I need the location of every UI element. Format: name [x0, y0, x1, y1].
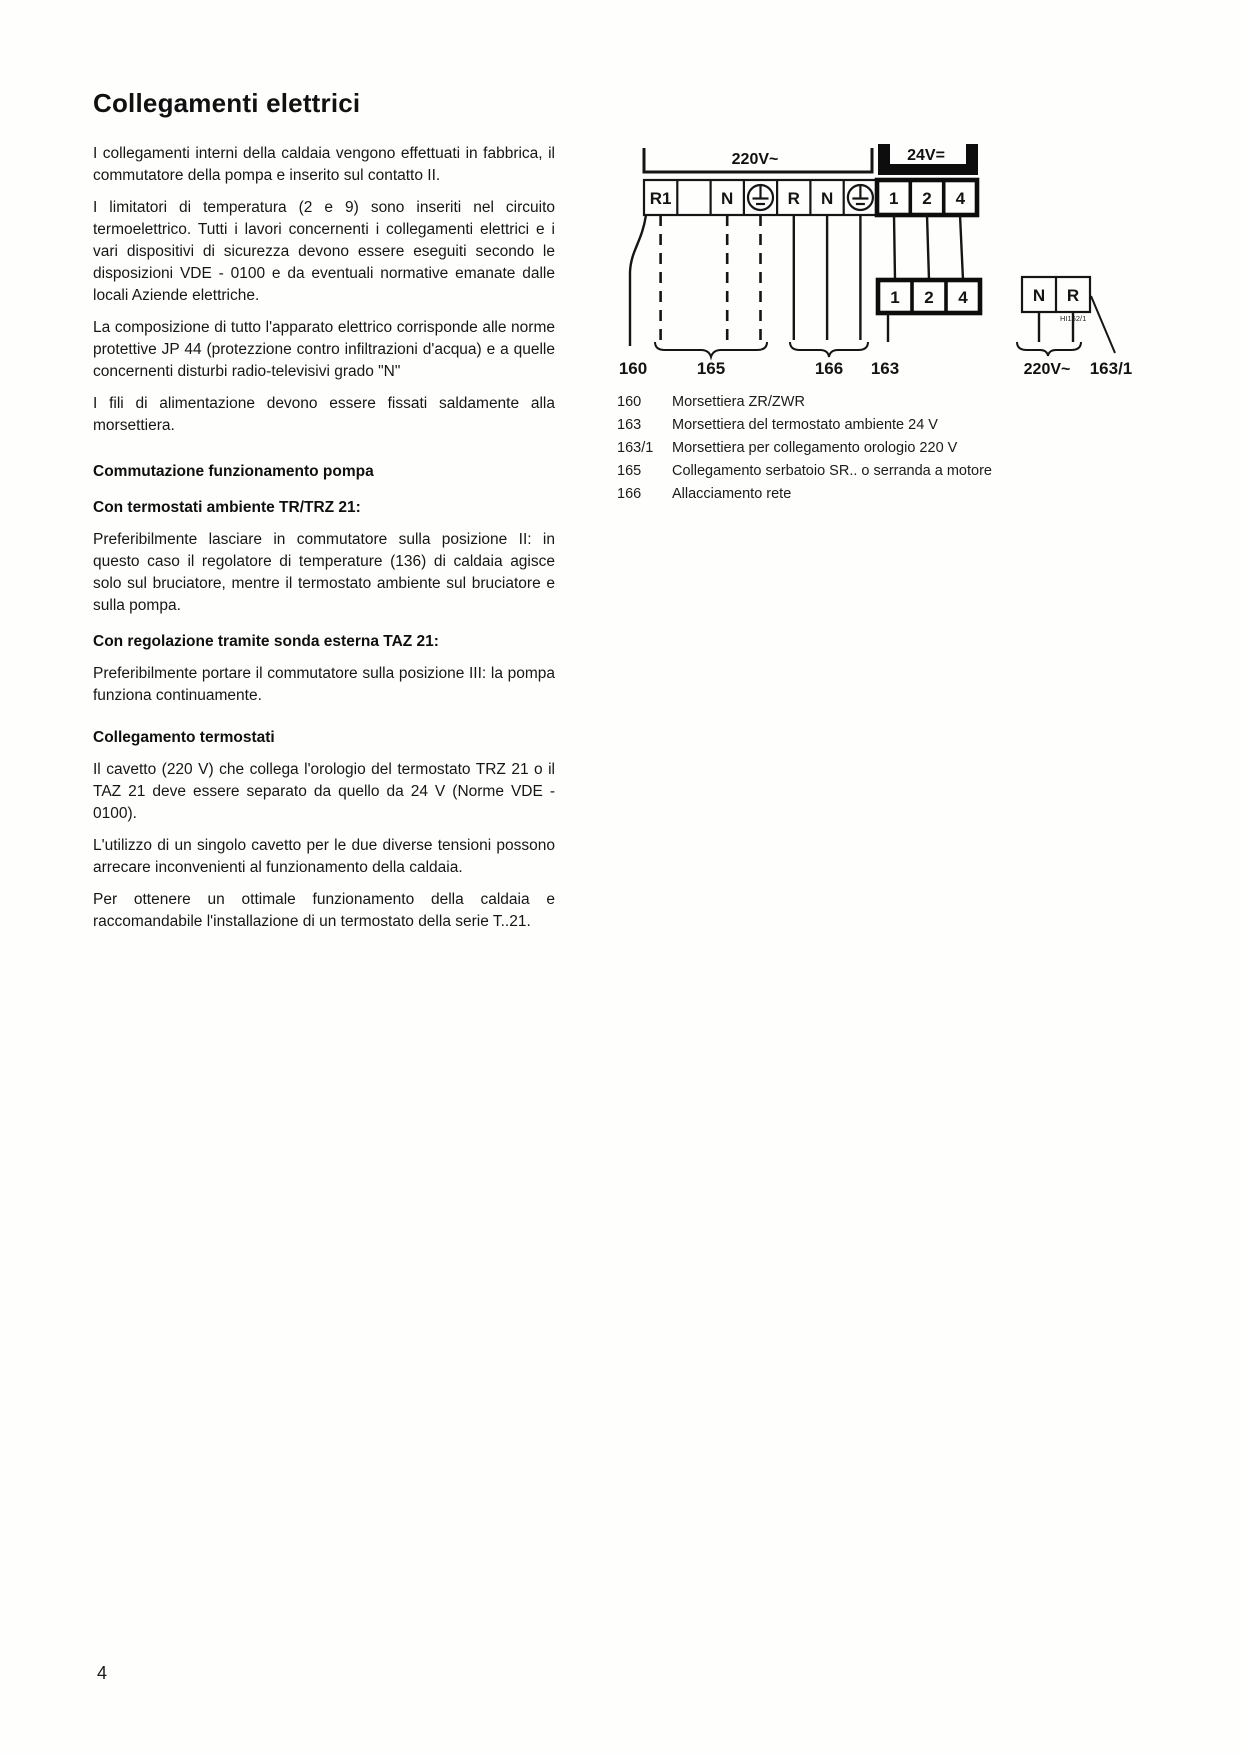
paragraph-taz: Preferibilmente portare il commutatore sulla posizione III: la pompa funziona continuamente.	[93, 665, 555, 704]
terminal-strip-main	[644, 180, 877, 215]
terminal-aux-1: 1	[888, 189, 899, 208]
legend-number: 166	[617, 486, 642, 502]
drawing-ref-code: HI162/1	[1060, 314, 1087, 323]
paragraph-cable: Il cavetto (220 V) che collega l'orologio del termostato TRZ 21 o il TAZ 21 deve essere separato da quello da 24 V (Norme VDE - 0100).	[93, 761, 555, 822]
brace-165	[655, 342, 767, 357]
legend-number: 163	[617, 417, 642, 433]
terminal-clock-n: N	[1032, 286, 1046, 305]
terminal-block-163-1	[1022, 277, 1090, 312]
legend-text: Collegamento serbatoio SR.. o serranda a motore	[672, 463, 992, 479]
brace-166	[790, 342, 868, 357]
paragraph-limiters: I limitatori di temperatura (2 e 9) sono inseriti nel circuito termoelettrico. Tutti i lavori concernenti i collegamenti elettrici e i vari dispositivi di sicurezza devono essere eseguiti secondo le disposizioni VDE - 0100 e da eventuali normative emanate dalle locali Aziende elettriche.	[93, 199, 555, 304]
legend-item	[617, 483, 992, 506]
terminal-r: R	[787, 189, 800, 208]
paragraph-wires: I fili di alimentazione devono essere fissati saldamente alla morsettiera.	[93, 395, 555, 434]
legend-text: Morsettiera ZR/ZWR	[672, 394, 805, 410]
page-title: Collegamenti elettrici	[93, 88, 361, 118]
legend-item	[617, 437, 992, 460]
paragraph-single-cable: L'utilizzo di un singolo cavetto per le due diverse tensioni possono arrecare inconvenienti al funzionamento della caldaia.	[93, 837, 555, 876]
ref-label-165: 165	[696, 359, 726, 378]
article-column	[93, 143, 555, 943]
legend-item	[617, 460, 992, 483]
legend-number: 163/1	[617, 440, 654, 456]
legend-item	[617, 414, 992, 437]
terminal-clock-r: R	[1066, 286, 1080, 305]
pointer-163-1	[1091, 296, 1115, 353]
ref-label-clock-220v: 220V~	[1023, 361, 1071, 378]
terminal-sub-1: 1	[890, 288, 900, 307]
paragraph-tr: Preferibilmente lasciare in commutatore sulla posizione II: in questo caso il regolatore di temperature (136) di caldaia agisce solo sul bruciatore, mentre il termostato ambiente sul bruciatore e sulla pompa.	[93, 531, 555, 614]
earth-icon	[848, 185, 873, 210]
terminal-aux-2: 2	[922, 189, 932, 208]
legend-item	[617, 391, 992, 414]
legend-text: Morsettiera per collegamento orologio 220 V	[672, 440, 958, 456]
section-heading-pump: Commutazione funzionamento pompa	[93, 463, 374, 480]
legend-number: 160	[617, 394, 642, 410]
label-220v: 220V~	[731, 151, 779, 168]
terminal-n1: N	[721, 189, 734, 208]
terminal-block-163	[878, 280, 980, 313]
ref-label-163-1: 163/1	[1089, 359, 1133, 378]
wires-165	[661, 215, 761, 340]
subsection-heading-tr: Con termostati ambiente TR/TRZ 21:	[93, 499, 361, 516]
terminal-sub-4: 4	[958, 288, 968, 307]
page-number: 4	[97, 1663, 108, 1683]
wires-24v	[894, 215, 963, 280]
wire-160	[630, 215, 646, 346]
legend-number: 165	[617, 463, 642, 479]
terminal-n2: N	[820, 189, 834, 208]
ref-label-160: 160	[618, 359, 648, 378]
paragraph-norms: La composizione di tutto l'apparato elettrico corrisponde alle norme protettive JP 44 (protezzione contro infiltrazioni d'acqua) e a quelle concernenti disturbi radio-televisivi grado "N"	[93, 319, 555, 380]
ref-label-163: 163	[870, 359, 900, 378]
label-24v: 24V=	[907, 147, 945, 164]
paragraph-intro: I collegamenti interni della caldaia vengono effettuati in fabbrica, il commutatore della pompa e inserito sul contatto II.	[93, 145, 555, 184]
diagram-legend	[617, 391, 992, 506]
section-heading-thermostats: Collegamento termostati	[93, 729, 275, 746]
ref-label-166: 166	[814, 359, 844, 378]
paragraph-recommendation: Per ottenere un ottimale funzionamento della caldaia e raccomandabile l'installazione di un termostato della serie T..21.	[93, 891, 555, 930]
wires-166	[794, 215, 861, 340]
terminal-aux-4: 4	[955, 189, 966, 208]
terminal-strip-24v	[877, 180, 977, 215]
brace-clock-220v	[1017, 342, 1081, 356]
earth-icon	[748, 185, 773, 210]
terminal-sub-2: 2	[924, 288, 934, 307]
subsection-heading-taz: Con regolazione tramite sonda esterna TAZ 21:	[93, 633, 439, 650]
legend-text: Allacciamento rete	[672, 486, 792, 502]
wiring-diagram	[555, 120, 1205, 390]
legend-text: Morsettiera del termostato ambiente 24 V	[672, 417, 938, 433]
terminal-r1: R1	[649, 189, 672, 208]
